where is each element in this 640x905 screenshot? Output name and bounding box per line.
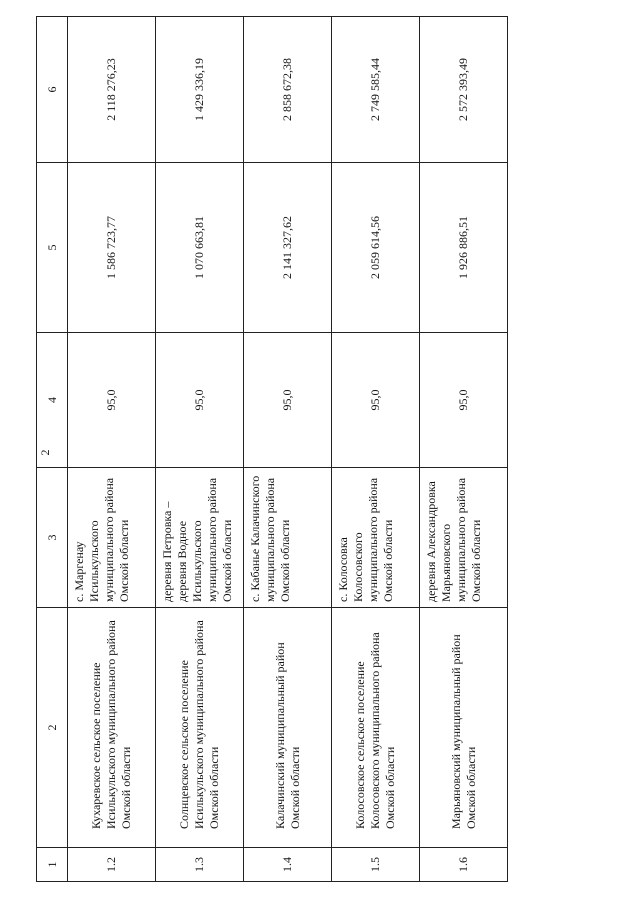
- column-header: 6: [37, 17, 68, 163]
- amount-col6-cell: 2 572 393,49: [420, 17, 508, 163]
- amount-col5-cell: 2 141 327,62: [244, 163, 332, 333]
- table-row: [156, 17, 244, 882]
- percent-cell: 95,0: [420, 333, 508, 468]
- organization-cell: Кухаревское сельское поселение Исилькульского муниципального района Омской области: [68, 608, 156, 848]
- column-header: 3: [37, 468, 68, 608]
- row-number: 1.6: [420, 848, 508, 882]
- table-row: [420, 17, 508, 882]
- column-header: 5: [37, 163, 68, 333]
- percent-cell: 95,0: [244, 333, 332, 468]
- table-row: [244, 17, 332, 882]
- page-number: 2: [38, 449, 52, 456]
- row-number: 1.3: [156, 848, 244, 882]
- settlement-cell: с. Маргенау Исилькульского муниципального района Омской области: [68, 468, 156, 608]
- table-row: [332, 17, 420, 882]
- amount-col5-cell: 2 059 614,56: [332, 163, 420, 333]
- amount-col5-cell: 1 070 663,81: [156, 163, 244, 333]
- table-header-row: [37, 17, 68, 882]
- organization-cell: Калачинский муниципальный район Омской области: [244, 608, 332, 848]
- column-header: 2: [37, 608, 68, 848]
- settlement-cell: деревня Петровка – деревня Водное Исилькульского муниципального района Омской области: [156, 468, 244, 608]
- percent-cell: 95,0: [156, 333, 244, 468]
- amount-col6-cell: 1 429 336,19: [156, 17, 244, 163]
- percent-cell: 95,0: [332, 333, 420, 468]
- subsidy-table: [36, 16, 508, 882]
- column-header: 4: [37, 333, 68, 468]
- organization-cell: Солнцевское сельское поселение Исилькульского муниципального района Омской области: [156, 608, 244, 848]
- settlement-cell: с. Колосовка Колосовского муниципального района Омской области: [332, 468, 420, 608]
- amount-col6-cell: 2 118 276,23: [68, 17, 156, 163]
- amount-col6-cell: 2 858 672,38: [244, 17, 332, 163]
- organization-cell: Марьяновский муниципальный район Омской области: [420, 608, 508, 848]
- settlement-cell: деревня Александровка Марьяновского муниципального района Омской области: [420, 468, 508, 608]
- amount-col5-cell: 1 586 723,77: [68, 163, 156, 333]
- column-header: 1: [37, 848, 68, 882]
- percent-cell: 95,0: [68, 333, 156, 468]
- amount-col5-cell: 1 926 886,51: [420, 163, 508, 333]
- amount-col6-cell: 2 749 585,44: [332, 17, 420, 163]
- row-number: 1.4: [244, 848, 332, 882]
- organization-cell: Колосовское сельское поселение Колосовского муниципального района Омской области: [332, 608, 420, 848]
- row-number: 1.2: [68, 848, 156, 882]
- table-row: [68, 17, 156, 882]
- row-number: 1.5: [332, 848, 420, 882]
- settlement-cell: с. Кабанье Калачинского муниципального района Омской области: [244, 468, 332, 608]
